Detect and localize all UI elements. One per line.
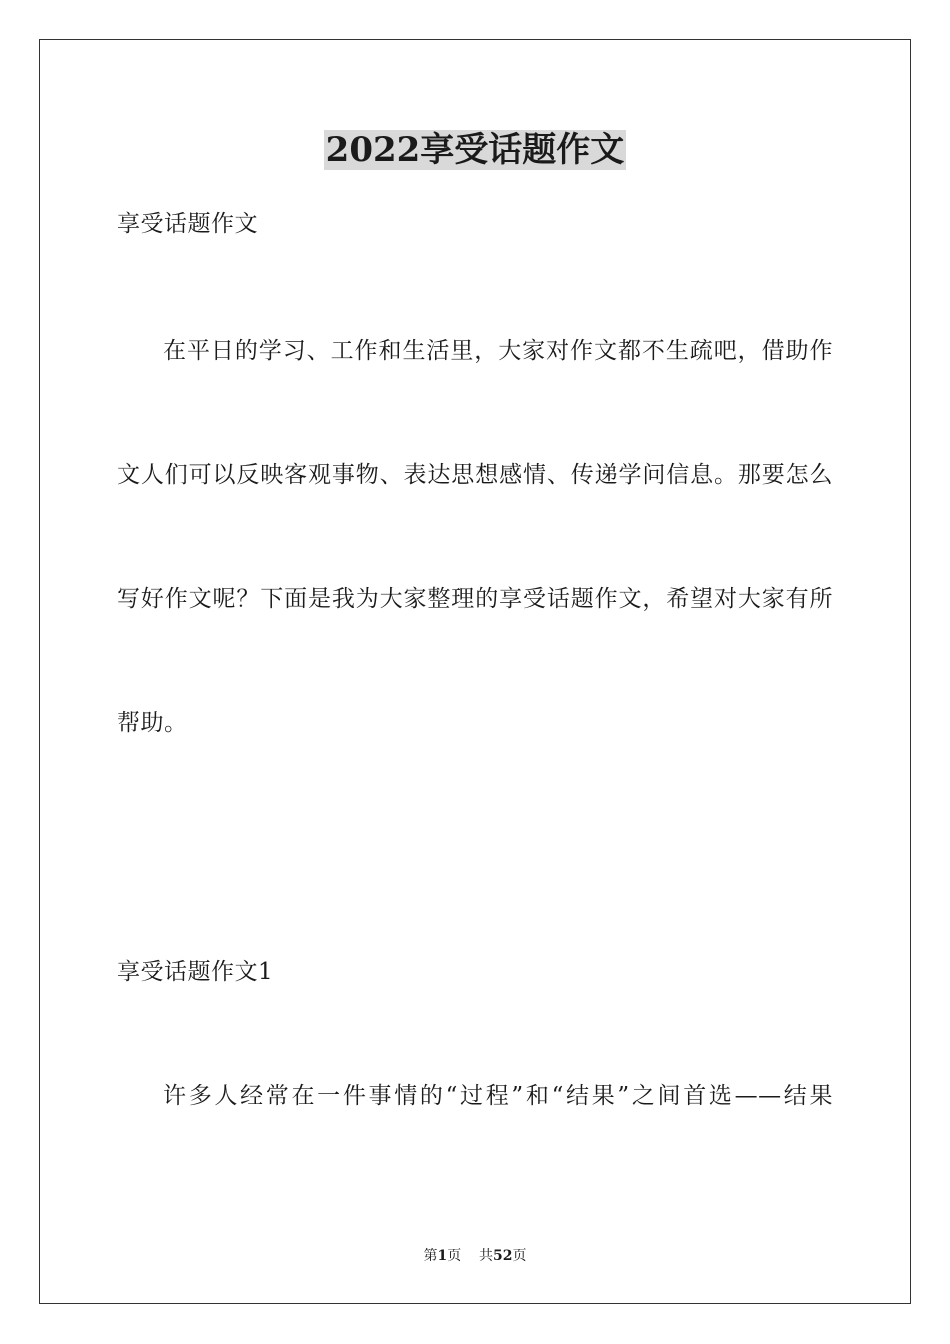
document-title-text: 2022享受话题作文 <box>325 130 625 170</box>
document-subtitle: 享受话题作文 <box>117 211 258 237</box>
section-heading: 享受话题作文1 <box>117 959 274 985</box>
footer-page-prefix: 第 <box>423 1248 438 1264</box>
footer-total-prefix: 共 <box>479 1248 494 1264</box>
intro-line-2: 文人们可以反映客观事物、表达思想感情、传递学问信息。那要怎么 <box>117 462 833 488</box>
footer-page-total: 52 <box>493 1248 513 1264</box>
intro-line-1: 在平日的学习、工作和生活里，大家对作文都不生疏吧，借助作 <box>163 338 833 364</box>
footer-total-unit: 页 <box>512 1248 527 1264</box>
intro-line-3: 写好作文呢？下面是我为大家整理的享受话题作文，希望对大家有所 <box>117 586 833 612</box>
page-footer <box>0 1246 950 1266</box>
section-line-1: 许多人经常在一件事情的“过程”和“结果”之间首选——结果 <box>163 1083 833 1109</box>
footer-page-unit: 页 <box>447 1248 462 1264</box>
footer-page-current: 1 <box>437 1248 448 1264</box>
intro-line-4: 帮助。 <box>117 710 188 736</box>
document-title <box>0 128 950 172</box>
